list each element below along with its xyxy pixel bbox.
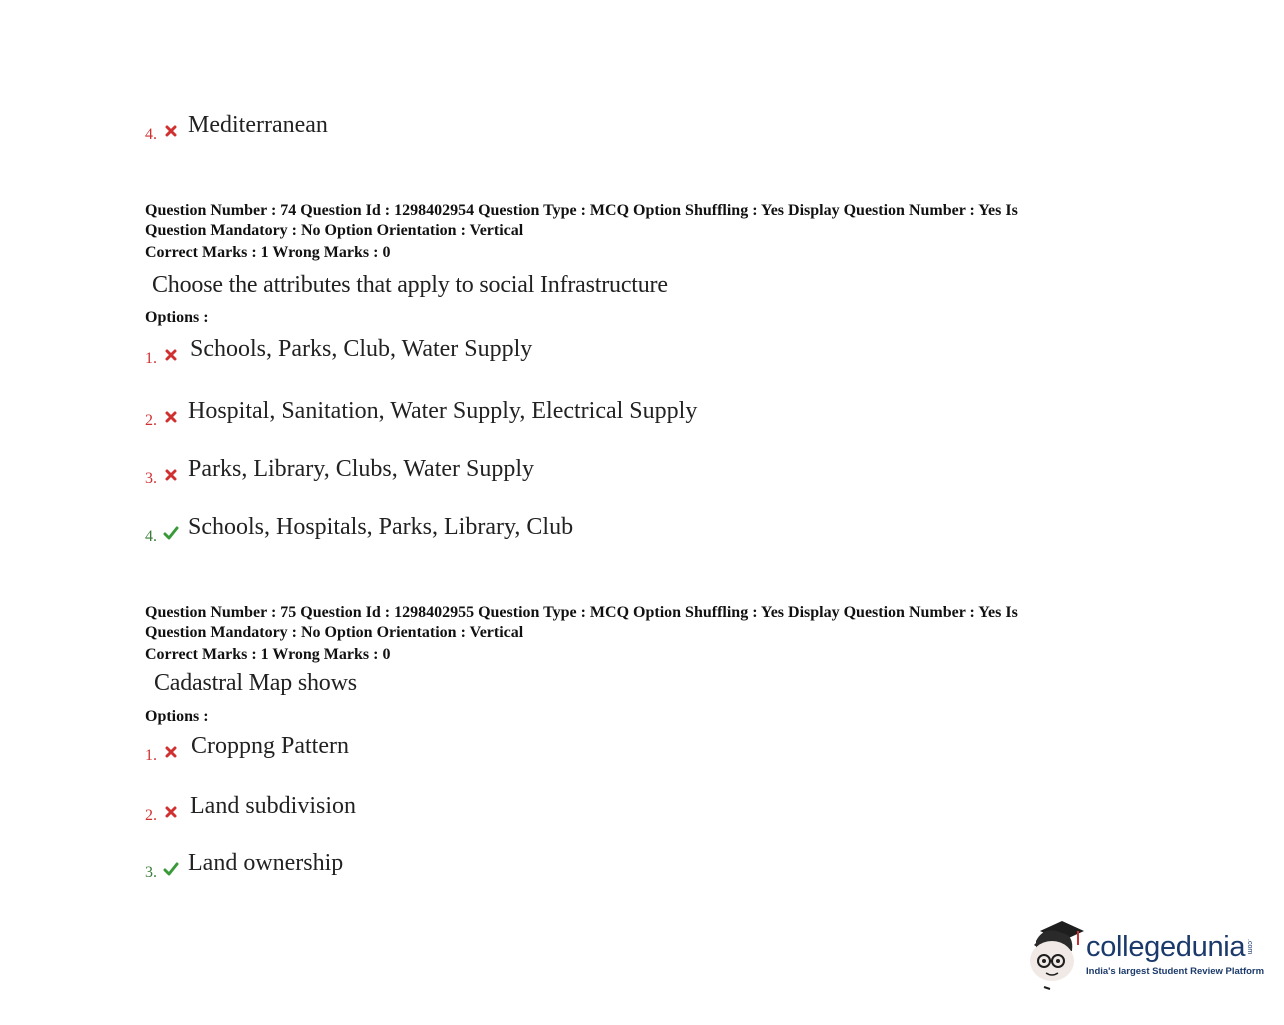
question-meta (145, 603, 1105, 643)
cross-icon (163, 744, 179, 760)
option-number: 4. (145, 528, 157, 545)
option-text: Hospital, Sanitation, Water Supply, Electrical Supply (188, 398, 698, 424)
checkmark-icon (163, 525, 179, 541)
option-text: Parks, Library, Clubs, Water Supply (188, 456, 535, 482)
option-number: 3. (145, 864, 157, 881)
question-marks: Correct Marks : 1 Wrong Marks : 0 (145, 646, 391, 663)
option-text: Croppng Pattern (191, 733, 349, 759)
option-text: Schools, Parks, Club, Water Supply (190, 336, 533, 362)
cross-icon (163, 409, 179, 425)
options-label: Options : (145, 309, 209, 326)
cross-icon (163, 804, 179, 820)
cross-icon (163, 347, 179, 363)
logo-tagline: India's largest Student Review Platform (1086, 966, 1265, 977)
option-number: 2. (145, 807, 157, 824)
question-meta-line: Question Mandatory : No Option Orientation : Vertical (145, 222, 524, 239)
option-number: 4. (145, 126, 157, 143)
question-meta-line: Question Number : 74 Question Id : 1298402954 Question Type : MCQ Option Shuffling : Yes Display Question Number : Yes Is (145, 202, 1018, 219)
option-text: Land subdivision (190, 793, 356, 819)
checkmark-icon (163, 861, 179, 877)
question-text: Choose the attributes that apply to social Infrastructure (152, 272, 668, 298)
option-text: Mediterranean (188, 112, 328, 138)
option-number: 1. (145, 350, 157, 367)
question-meta-line: Question Number : 75 Question Id : 1298402955 Question Type : MCQ Option Shuffling : Yes Display Question Number : Yes Is (145, 604, 1018, 621)
question-text: Cadastral Map shows (154, 670, 357, 696)
cross-icon (163, 123, 179, 139)
collegedunia-logo[interactable] (1022, 915, 1265, 995)
option-number: 1. (145, 747, 157, 764)
option-number: 3. (145, 470, 157, 487)
question-meta-line: Question Mandatory : No Option Orientation : Vertical (145, 624, 524, 641)
question-meta (145, 201, 1105, 241)
option-number: 2. (145, 412, 157, 429)
question-marks: Correct Marks : 1 Wrong Marks : 0 (145, 244, 391, 261)
mascot-icon (1022, 919, 1088, 993)
cross-icon (163, 467, 179, 483)
logo-suffix: .com (1246, 939, 1253, 955)
option-text: Schools, Hospitals, Parks, Library, Club (188, 514, 574, 540)
options-label: Options : (145, 708, 209, 725)
option-text: Land ownership (188, 850, 344, 876)
logo-wordmark: collegedunia (1086, 931, 1246, 963)
